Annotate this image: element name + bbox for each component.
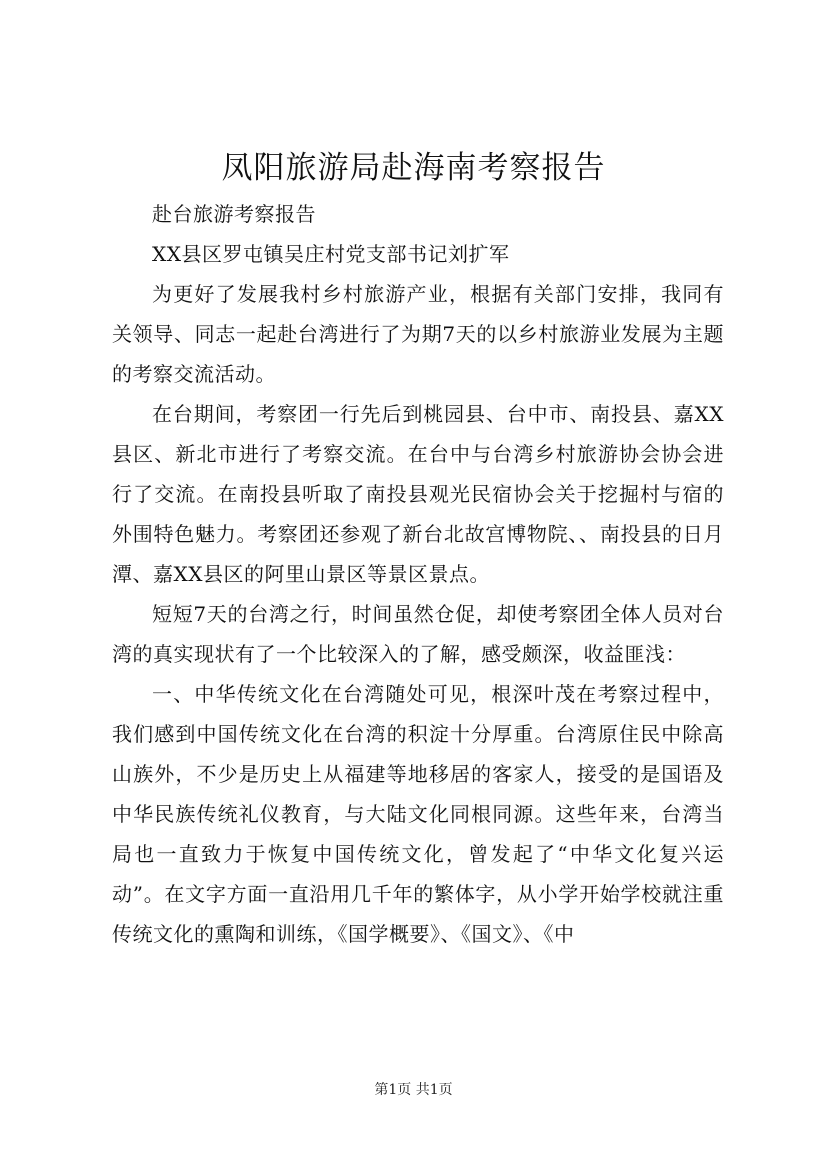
paragraph-author: XX县区罗屯镇吴庄村党支部书记刘扩军: [152, 242, 510, 266]
document-title: 凤阳旅游局赴海南考察报告: [221, 150, 606, 186]
paragraph-intro: 为更好了发展我村乡村旅游产业，根据有关部门安排，我同有关领导、同志一起赴台湾进行了为期7天的以乡村旅游业发展为主题的考察交流活动。: [112, 282, 724, 386]
page-footer: 第1页 共1页: [374, 1082, 453, 1098]
paragraph-itinerary: 在台期间，考察团一行先后到桃园县、台中市、南投县、嘉XX县区、新北市进行了考察交流。在台中与台湾乡村旅游协会协会进行了交流。在南投县听取了南投县观光民宿协会关于挖掘村与宿的外围特色魅力。考察团还参观了新台北故宫博物院、、南投县的日月潭、嘉XX县区的阿里山景区等景区景点。: [112, 402, 724, 586]
document-body: [112, 194, 724, 954]
paragraph-culture: 一、中华传统文化在台湾随处可见，根深叶茂在考察过程中，我们感到中国传统文化在台湾的积淀十分厚重。台湾原住民中除高山族外，不少是历史上从福建等地移居的客家人，接受的是国语及中华民族传统礼仪教育，与大陆文化同根同源。这些年来，台湾当局也一直致力于恢复中国传统文化，曾发起了“中华文化复兴运动”。在文字方面一直沿用几千年的繁体字，从小学开始学校就注重传统文化的熏陶和训练，《国学概要》、《国文》、《中: [112, 682, 724, 946]
paragraph-impressions: 短短7天的台湾之行，时间虽然仓促，却使考察团全体人员对台湾的真实现状有了一个比较深入的了解，感受颇深，收益匪浅：: [112, 602, 724, 666]
paragraph-subtitle: 赴台旅游考察报告: [152, 202, 316, 226]
